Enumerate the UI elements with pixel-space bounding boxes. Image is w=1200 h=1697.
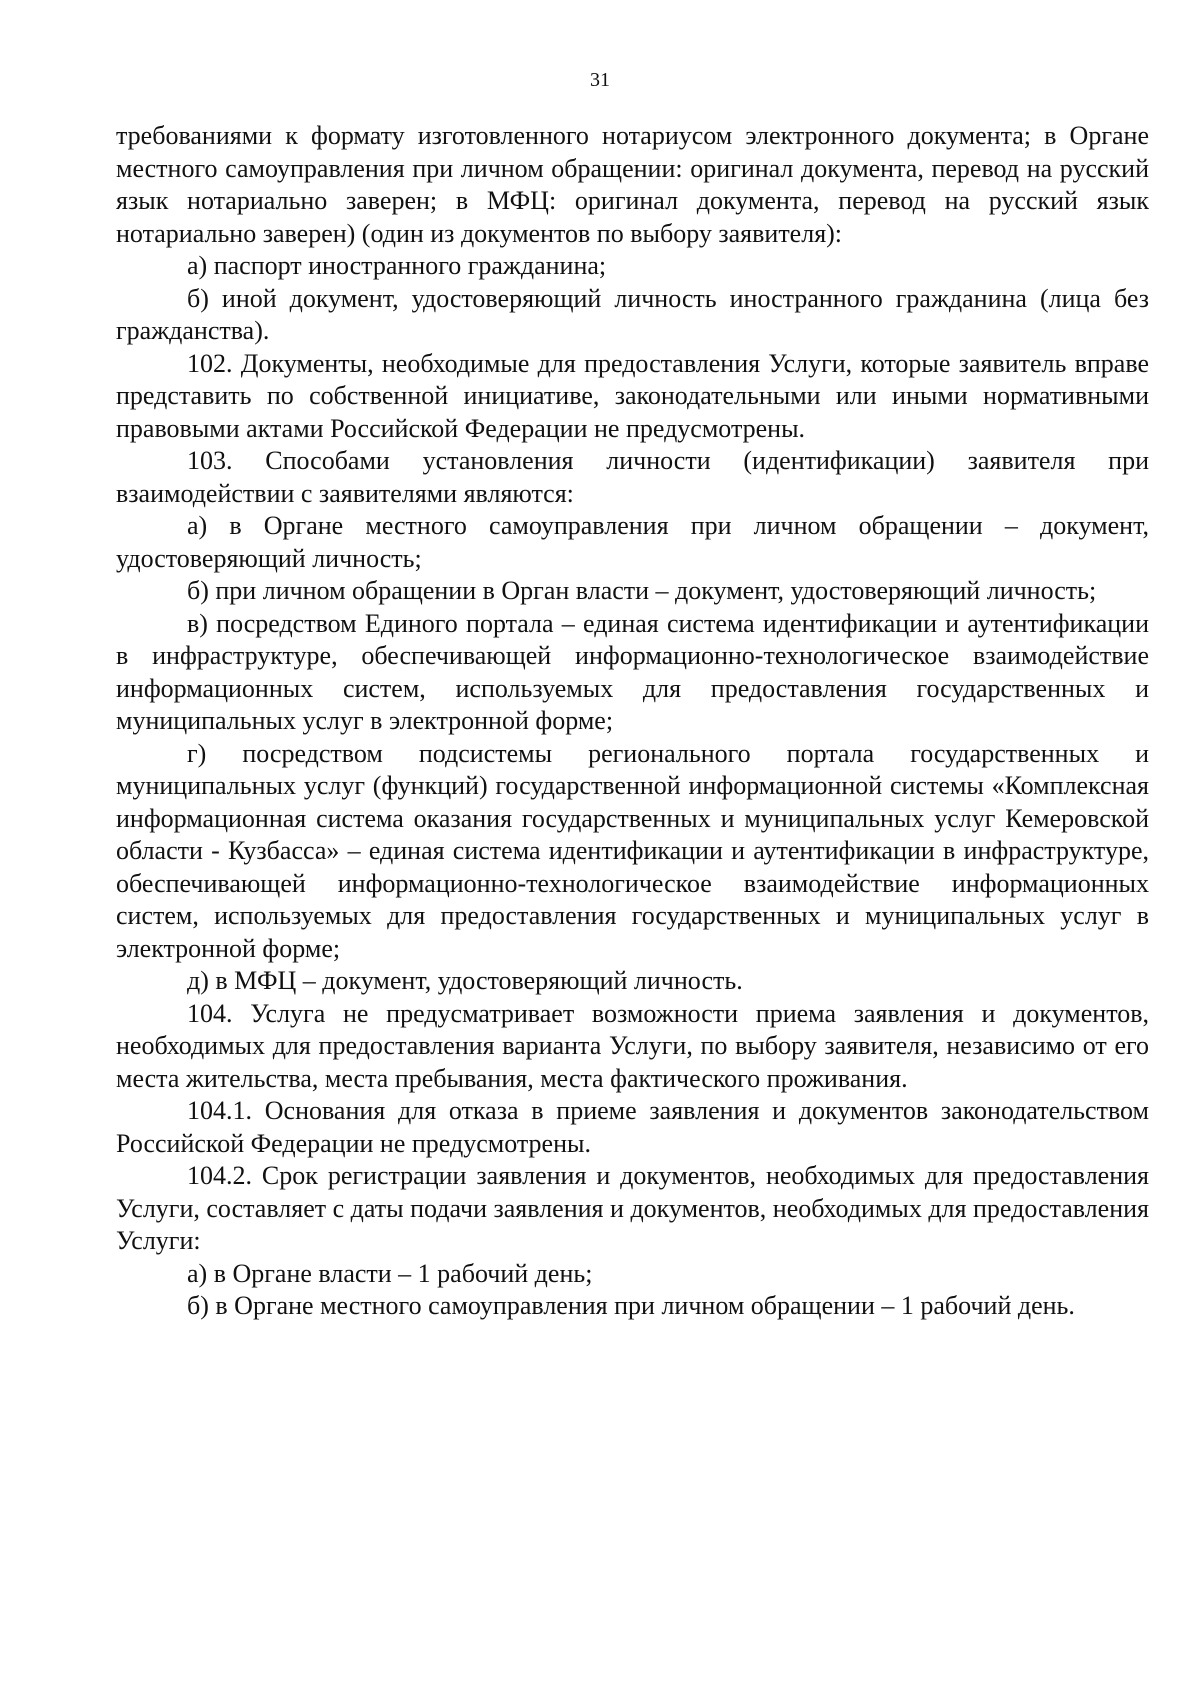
paragraph: б) в Органе местного самоуправления при личном обращении – 1 рабочий день. xyxy=(187,1291,1075,1320)
paragraph: в) посредством Единого портала – единая система идентификации и аутентификации в инфраструктуре, обеспечивающей информационно-технологическое взаимодействие информационных систем, используемых для предоставления государственных и муниципальных услуг в электронной форме; xyxy=(116,608,1149,735)
paragraph: 102. Документы, необходимые для предоставления Услуги, которые заявитель вправе представить по собственной инициативе, законодательными или иными нормативными правовыми актами Российской Федерации не предусмотрены. xyxy=(116,348,1149,443)
paragraph: а) в Органе власти – 1 рабочий день; xyxy=(187,1258,593,1288)
paragraph: 104.1. Основания для отказа в приеме заявления и документов законодательством Российской Федерации не предусмотрены. xyxy=(116,1096,1149,1158)
paragraph: требованиями к формату изготовленного нотариусом электронного документа; в Органе местного самоуправления при личном обращении: оригинал документа, перевод на русский язык нотариально заверен; в МФЦ: оригинал документа, перевод на русский язык нотариально заверен) (один из документов по выбору заявителя): xyxy=(116,121,1149,248)
paragraph: а) в Органе местного самоуправления при личном обращении – документ, удостоверяющий личность; xyxy=(116,511,1149,573)
paragraph: 103. Способами установления личности (идентификации) заявителя при взаимодействии с заявителями являются: xyxy=(116,446,1149,508)
paragraph: д) в МФЦ – документ, удостоверяющий личность. xyxy=(187,966,743,995)
paragraph: б) при личном обращении в Орган власти – документ, удостоверяющий личность; xyxy=(187,576,1097,605)
paragraph: б) иной документ, удостоверяющий личность иностранного гражданина (лица без гражданства). xyxy=(116,283,1149,345)
paragraph: 104. Услуга не предусматривает возможности приема заявления и документов, необходимых для предоставления варианта Услуги, по выбору заявителя, независимо от его места жительства, места пребывания, места фактического проживания. xyxy=(116,998,1149,1093)
paragraph: г) посредством подсистемы регионального портала государственных и муниципальных услуг (функций) государственной информационной системы «Комплексная информационная система оказания государственных и муниципальных услуг Кемеровской области - Кузбасса» – единая система идентификации и аутентификации в инфраструктуре, обеспечивающей информационно-технологическое взаимодействие информационных систем, используемых для предоставления государственных и муниципальных услуг в электронной форме; xyxy=(116,738,1149,963)
paragraph: 104.2. Срок регистрации заявления и документов, необходимых для предоставления Услуги, составляет с даты подачи заявления и документов, необходимых для предоставления Услуги: xyxy=(116,1161,1149,1255)
document-body xyxy=(116,120,1149,1323)
page-number: 31 xyxy=(590,69,610,91)
paragraph: а) паспорт иностранного гражданина; xyxy=(187,251,607,280)
